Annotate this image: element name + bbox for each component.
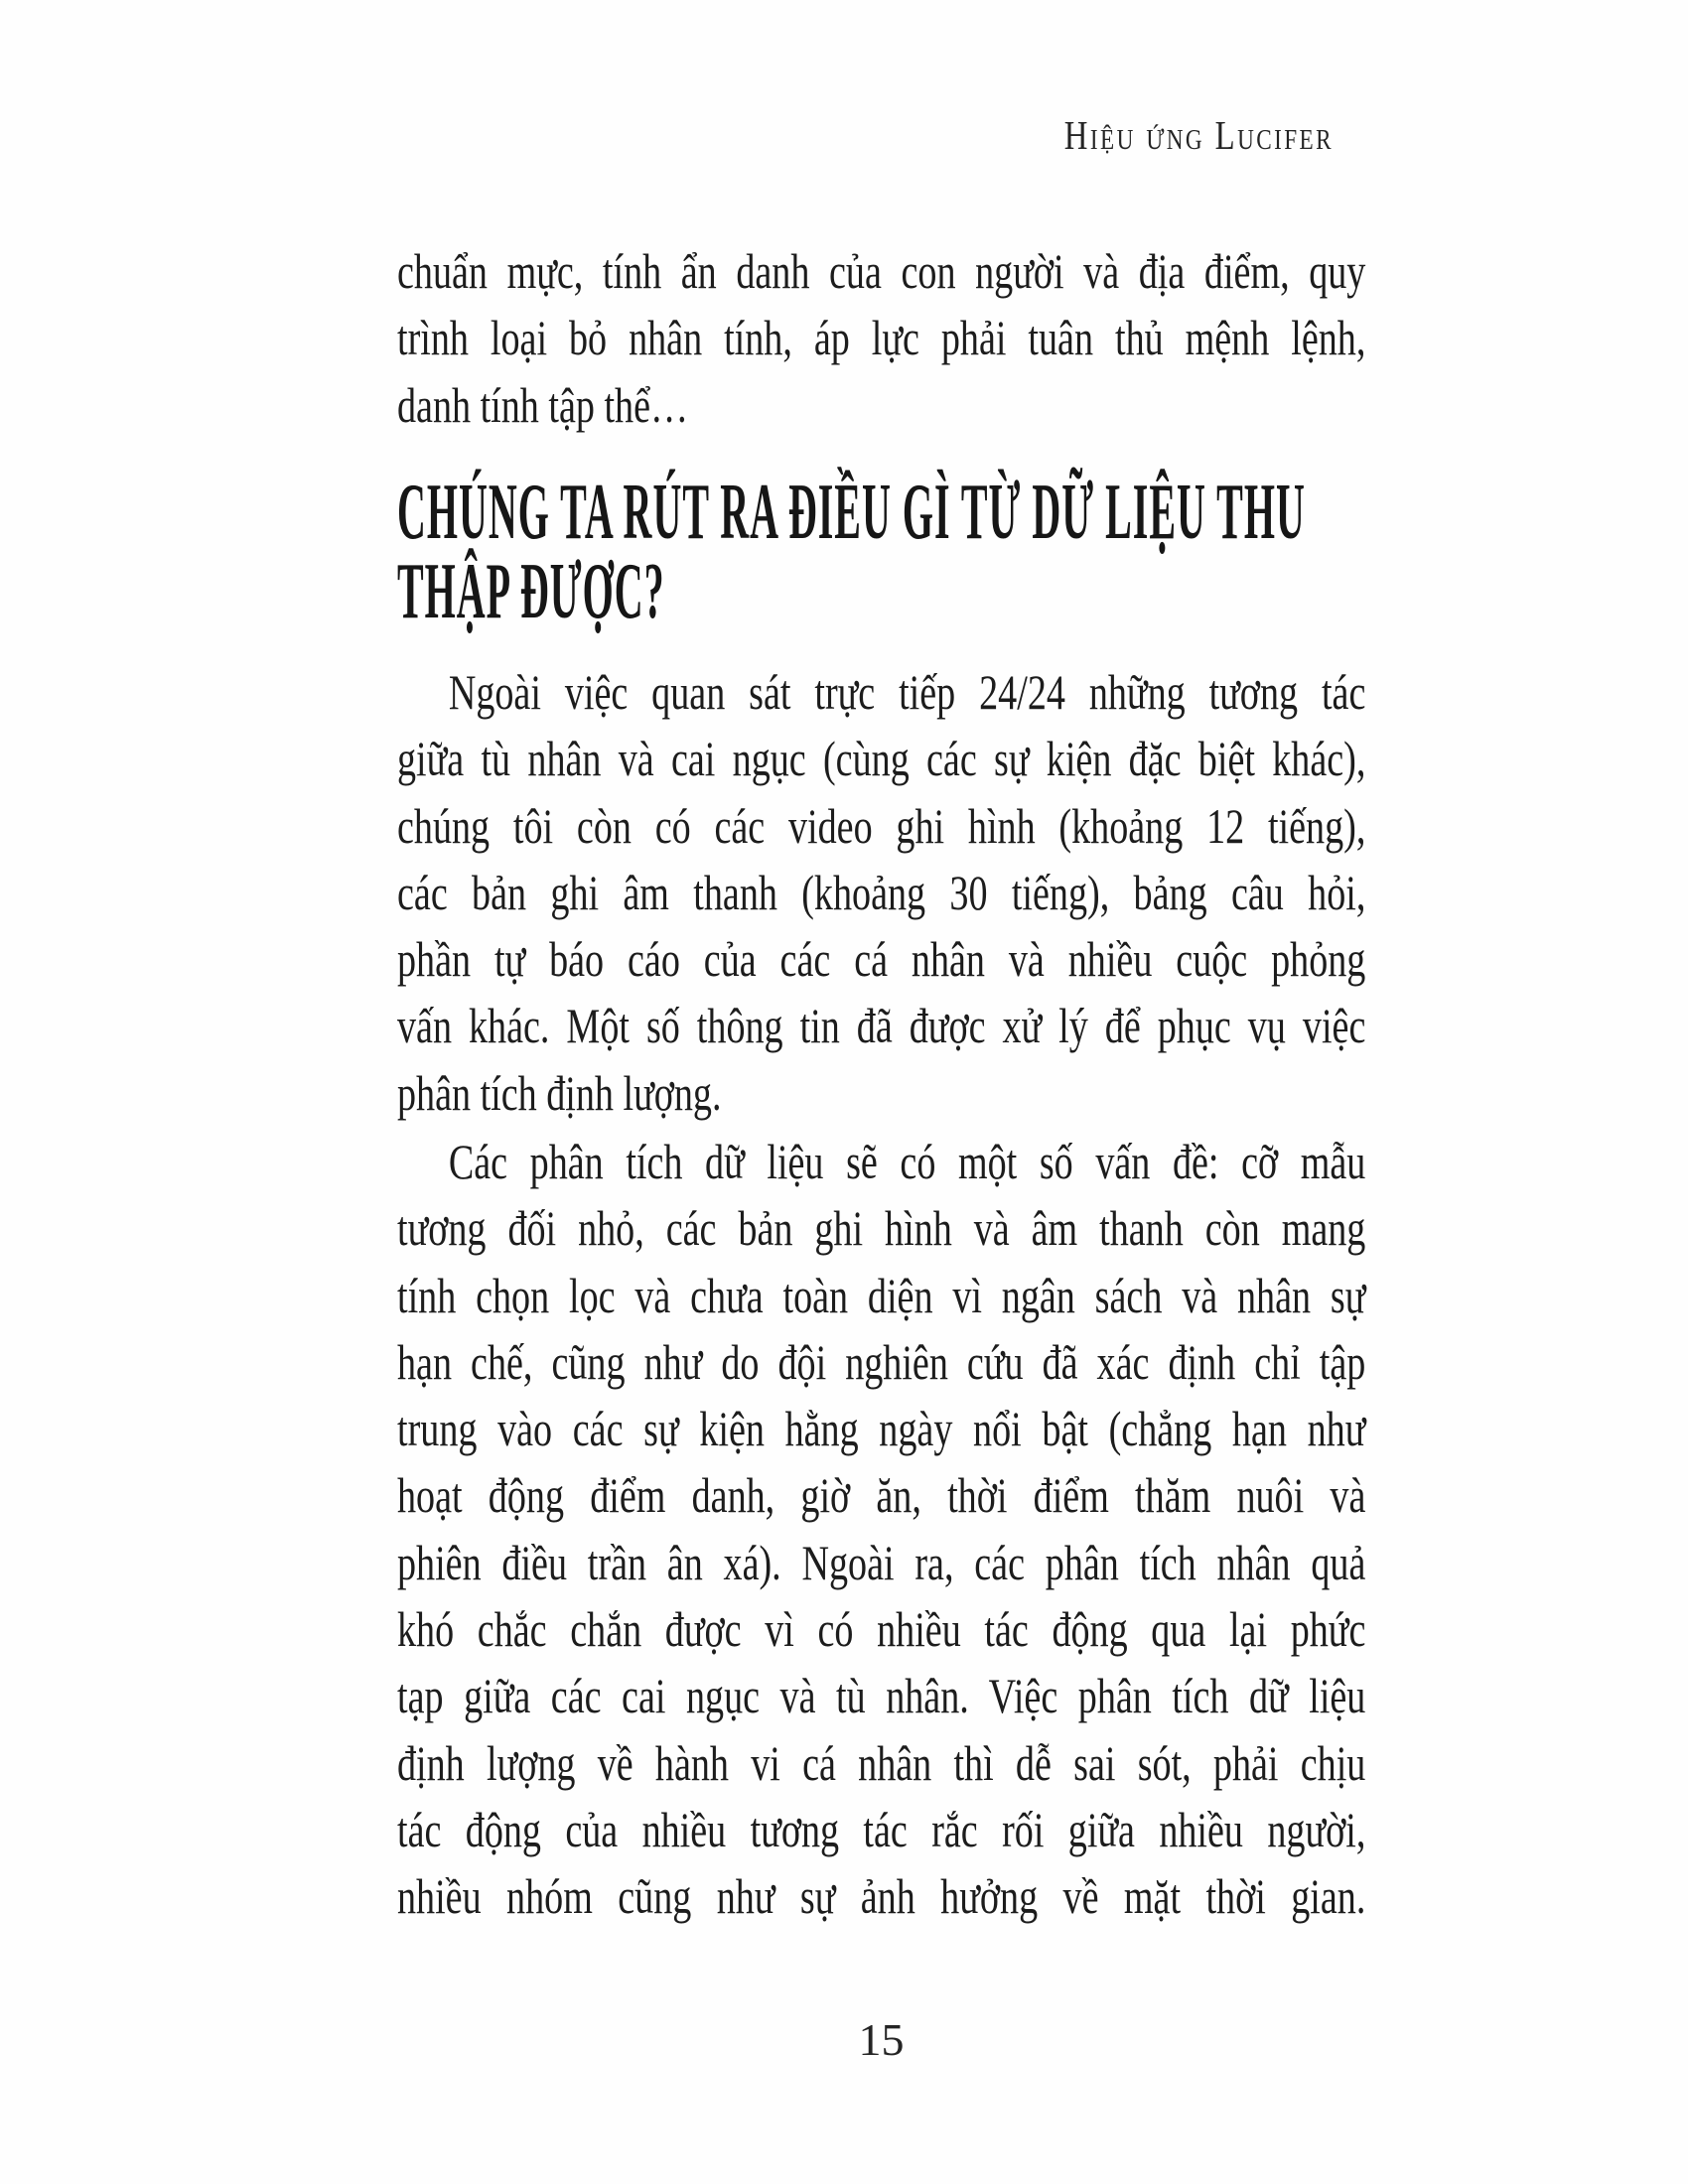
text-line: Các phân tích dữ liệu sẽ có một số vấn đề: cỡ mẫu bbox=[448, 1134, 1366, 1189]
text-line: phiên điều trần ân xá). Ngoài ra, các phân tích nhân quả bbox=[397, 1534, 1366, 1590]
running-header-text: Hiệu ứng Lucifer bbox=[1063, 112, 1334, 158]
text-line: danh tính tập thể… bbox=[397, 376, 689, 433]
text-line: phân tích định lượng. bbox=[397, 1064, 722, 1121]
paragraph bbox=[397, 1129, 1365, 1931]
text-line: trình loại bỏ nhân tính, áp lực phải tuân thủ mệnh lệnh, bbox=[397, 310, 1366, 366]
section-heading bbox=[397, 469, 1390, 635]
section-heading-line: CHÚNG TA RÚT RA ĐIỀU GÌ TỪ DỮ LIỆU THU bbox=[397, 469, 1306, 556]
text-line: khó chắc chắn được vì có nhiều tác động qua lại phức bbox=[397, 1601, 1366, 1658]
text-line: trung vào các sự kiện hằng ngày nổi bật (chẳng hạn như bbox=[397, 1401, 1366, 1457]
text-line: tính chọn lọc và chưa toàn diện vì ngân sách và nhân sự bbox=[397, 1267, 1366, 1323]
text-line: phần tự báo cáo của các cá nhân và nhiều cuộc phỏng bbox=[397, 931, 1366, 988]
text-line: tác động của nhiều tương tác rắc rối giữa nhiều người, bbox=[397, 1801, 1366, 1857]
section-heading-line: THẬP ĐƯỢC? bbox=[397, 548, 665, 635]
text-line: các bản ghi âm thanh (khoảng 30 tiếng), bảng câu hỏi, bbox=[397, 864, 1366, 920]
text-line: vấn khác. Một số thông tin đã được xử lý để phục vụ việc bbox=[397, 998, 1366, 1054]
continuation-paragraph bbox=[397, 238, 1365, 439]
text-line: chuẩn mực, tính ẩn danh của con người và địa điểm, quy bbox=[397, 243, 1366, 299]
text-line: chúng tôi còn có các video ghi hình (khoảng 12 tiếng), bbox=[397, 797, 1366, 854]
text-line: định lượng về hành vi cá nhân thì dễ sai sót, phải chịu bbox=[397, 1734, 1366, 1791]
text-line: hoạt động điểm danh, giờ ăn, thời điểm thăm nuôi và bbox=[397, 1467, 1366, 1524]
text-line: hạn chế, cũng như do đội nghiên cứu đã xác định chỉ tập bbox=[397, 1333, 1366, 1390]
text-line: giữa tù nhân và cai ngục (cùng các sự kiện đặc biệt khác), bbox=[397, 731, 1366, 787]
page-number: 15 bbox=[858, 2014, 905, 2065]
running-header bbox=[1064, 111, 1334, 159]
text-line: tạp giữa các cai ngục và tù nhân. Việc phân tích dữ liệu bbox=[397, 1668, 1366, 1724]
text-line: tương đối nhỏ, các bản ghi hình và âm thanh còn mang bbox=[397, 1200, 1366, 1257]
text-line: Ngoài việc quan sát trực tiếp 24/24 những tương tác bbox=[448, 664, 1366, 720]
text-line: nhiều nhóm cũng như sự ảnh hưởng về mặt thời gian. bbox=[397, 1868, 1366, 1925]
paragraph bbox=[397, 659, 1365, 1127]
